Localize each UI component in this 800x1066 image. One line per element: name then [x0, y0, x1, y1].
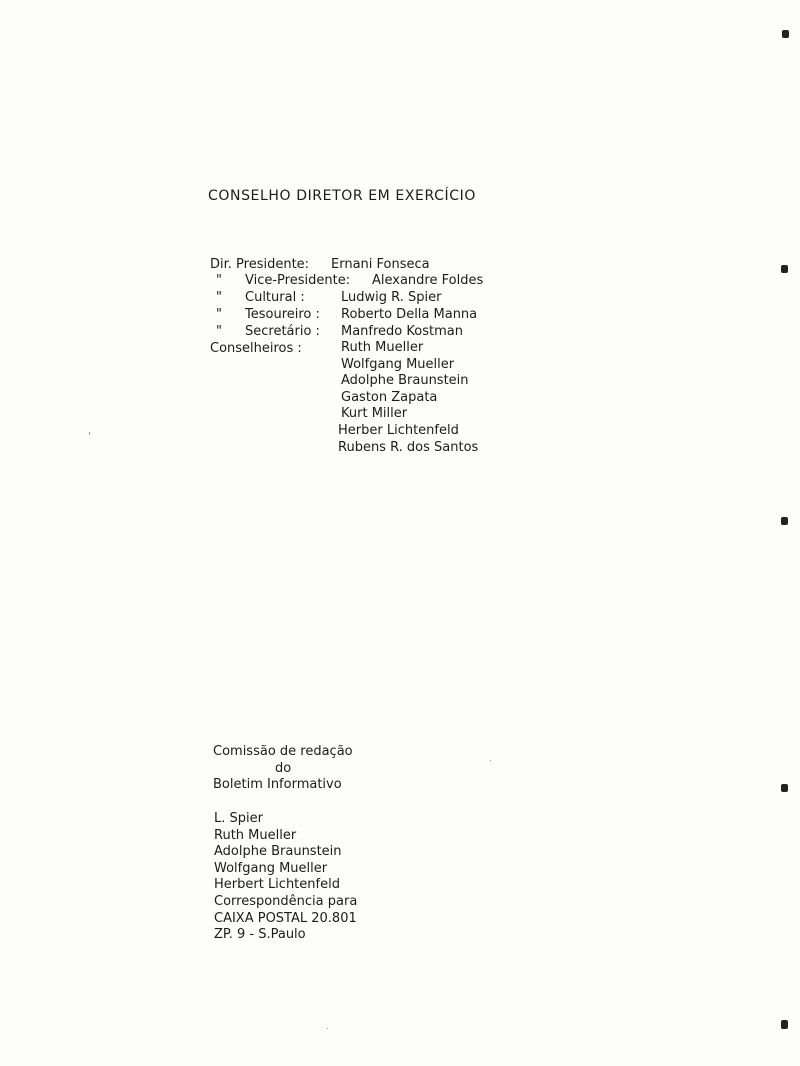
punch-hole-mark — [781, 517, 788, 525]
postal-box-text: CAIXA POSTAL 20.801 — [214, 910, 357, 926]
list-item: Rubens R. dos Santos — [338, 439, 479, 455]
list-item: Wolfgang Mueller — [214, 860, 328, 876]
list-item: Herbert Lichtenfeld — [214, 877, 340, 893]
punch-hole-mark — [781, 1020, 788, 1029]
correspondence-text: Correspondência para — [214, 893, 358, 909]
ditto-mark: " — [216, 307, 222, 322]
ditto-mark: " — [216, 324, 222, 339]
page-title: CONSELHO DIRETOR EM EXERCÍCIO — [208, 188, 476, 204]
vice-president-name: Alexandre Foldes — [372, 273, 484, 288]
list-item: L. Spier — [214, 811, 263, 826]
ditto-mark: " — [216, 290, 222, 305]
paper-speck — [490, 760, 491, 761]
commission-heading-bulletin: Boletim Informativo — [213, 777, 342, 792]
list-item: Kurt Miller — [341, 406, 408, 422]
commission-members — [214, 811, 357, 944]
list-item: Adolphe Braunstein — [341, 373, 469, 389]
paper-speck — [327, 1028, 328, 1029]
list-item: Ruth Mueller — [214, 827, 297, 843]
secretary-label: Secretário : — [245, 324, 320, 339]
list-item: Herber Lichtenfeld — [338, 422, 459, 438]
cultural-name: Ludwig R. Spier — [341, 290, 442, 305]
punch-hole-mark — [781, 265, 788, 273]
vice-president-label: Vice-Presidente: — [245, 273, 351, 288]
ditto-mark: " — [216, 273, 222, 288]
councillors-list — [338, 340, 479, 456]
list-item: Ruth Mueller — [341, 340, 424, 355]
punch-hole-mark — [782, 30, 789, 38]
paper-speck — [89, 432, 90, 435]
cultural-label: Cultural : — [245, 290, 305, 305]
punch-hole-mark — [781, 784, 788, 792]
president-name: Ernani Fonseca — [331, 257, 430, 272]
zip-text: ZP. 9 - S.Paulo — [214, 927, 306, 943]
list-item: Gaston Zapata — [341, 389, 438, 405]
secretary-name: Manfredo Kostman — [341, 324, 463, 339]
list-item: Adolphe Braunstein — [214, 844, 342, 860]
treasurer-label: Tesoureiro : — [245, 307, 320, 322]
president-label: Dir. Presidente: — [210, 257, 310, 272]
list-item: Wolfgang Mueller — [341, 356, 455, 372]
commission-heading-do: do — [275, 761, 292, 776]
councillors-label: Conselheiros : — [210, 341, 302, 356]
commission-heading: Comissão de redação — [213, 744, 353, 759]
treasurer-name: Roberto Della Manna — [341, 307, 478, 322]
